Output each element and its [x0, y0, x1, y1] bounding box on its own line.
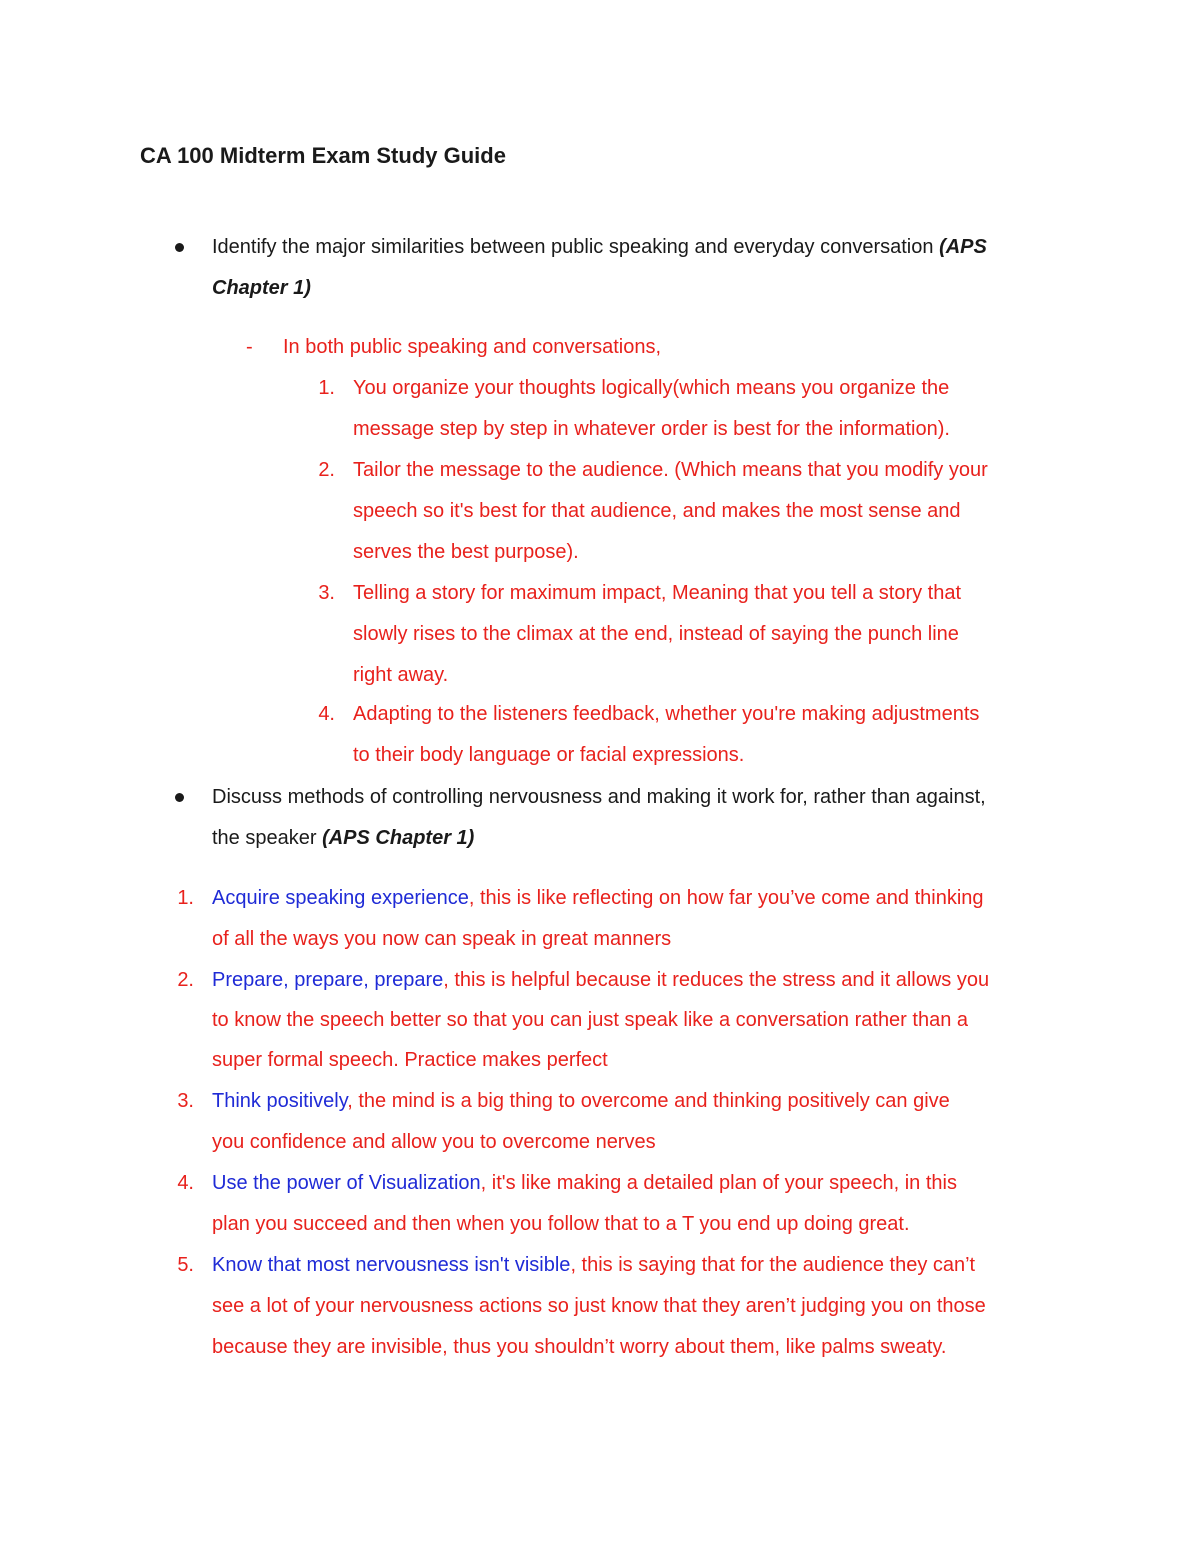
q1-item-1-line-2: message step by step in whatever order is best for the information).: [353, 418, 950, 440]
q2-item-2-line-1: Prepare, prepare, prepare, this is helpful because it reduces the stress and it allows you: [212, 969, 990, 991]
q2-item-4-line-2: plan you succeed and then when you follow that to a T you end up doing great.: [212, 1213, 910, 1235]
q2-item-4-line-1: Use the power of Visualization, it's like making a detailed plan of your speech, in this: [212, 1172, 957, 1194]
q2-item-1-term: Acquire speaking experience: [212, 887, 469, 909]
q1-item-3-line-2: slowly rises to the climax at the end, instead of saying the punch line: [353, 623, 959, 645]
q2-item-2-number: 2.: [177, 969, 194, 991]
page-title: CA 100 Midterm Exam Study Guide: [140, 143, 506, 168]
bullet-icon: [175, 243, 184, 252]
q2-item-2-line-3: super formal speech. Practice makes perfect: [212, 1049, 608, 1071]
question-2-line-2: the speaker (APS Chapter 1): [212, 827, 475, 849]
question-1-line-2: Chapter 1): [212, 277, 311, 299]
answer-dash: -: [246, 336, 253, 358]
q1-item-1-line-1: You organize your thoughts logically(which means you organize the: [353, 377, 950, 399]
q2-item-4-term: Use the power of Visualization: [212, 1172, 481, 1194]
q2-item-4-number: 4.: [177, 1172, 194, 1194]
q2-item-1-number: 1.: [177, 887, 194, 909]
q2-item-5-line-3: because they are invisible, thus you shouldn’t worry about them, like palms sweaty.: [212, 1336, 947, 1358]
q2-item-3-number: 3.: [177, 1090, 194, 1112]
question-2-line-1: Discuss methods of controlling nervousness and making it work for, rather than against,: [212, 786, 986, 808]
q2-item-3-line-2: you confidence and allow you to overcome nerves: [212, 1131, 656, 1153]
q2-item-3-line-1: Think positively, the mind is a big thing to overcome and thinking positively can give: [212, 1090, 950, 1112]
q1-item-2-line-1: Tailor the message to the audience. (Which means that you modify your: [353, 459, 988, 481]
q2-item-2-term: Prepare, prepare, prepare: [212, 969, 444, 991]
q2-item-5-number: 5.: [177, 1254, 194, 1276]
q1-item-4-line-1: Adapting to the listeners feedback, whether you're making adjustments: [353, 703, 980, 725]
q1-item-1-number: 1.: [318, 377, 335, 399]
q2-item-3-term: Think positively: [212, 1090, 348, 1112]
q1-item-3-line-1: Telling a story for maximum impact, Meaning that you tell a story that: [353, 582, 962, 604]
q2-item-5-line-1: Know that most nervousness isn't visible, this is saying that for the audience they can’t: [212, 1254, 976, 1276]
question-1-line-1: Identify the major similarities between public speaking and everyday conversation (APS: [212, 236, 987, 258]
q1-item-2-number: 2.: [318, 459, 335, 481]
q1-item-4-number: 4.: [318, 703, 335, 725]
q1-item-3-number: 3.: [318, 582, 335, 604]
q1-item-2-line-3: serves the best purpose).: [353, 541, 579, 563]
q2-item-5-term: Know that most nervousness isn't visible: [212, 1254, 571, 1276]
q2-item-5-line-2: see a lot of your nervousness actions so just know that they aren’t judging you on those: [212, 1295, 986, 1317]
q2-item-1-line-1: Acquire speaking experience, this is like reflecting on how far you’ve come and thinking: [212, 887, 984, 909]
answer-intro: In both public speaking and conversations,: [283, 336, 662, 358]
q1-item-3-line-3: right away.: [353, 664, 449, 686]
q1-item-2-line-2: speech so it's best for that audience, and makes the most sense and: [353, 500, 961, 522]
q1-item-4-line-2: to their body language or facial expressions.: [353, 744, 745, 766]
q2-item-1-line-2: of all the ways you now can speak in great manners: [212, 928, 672, 950]
bullet-icon: [175, 793, 184, 802]
q2-item-2-line-2: to know the speech better so that you can just speak like a conversation rather than a: [212, 1009, 969, 1031]
